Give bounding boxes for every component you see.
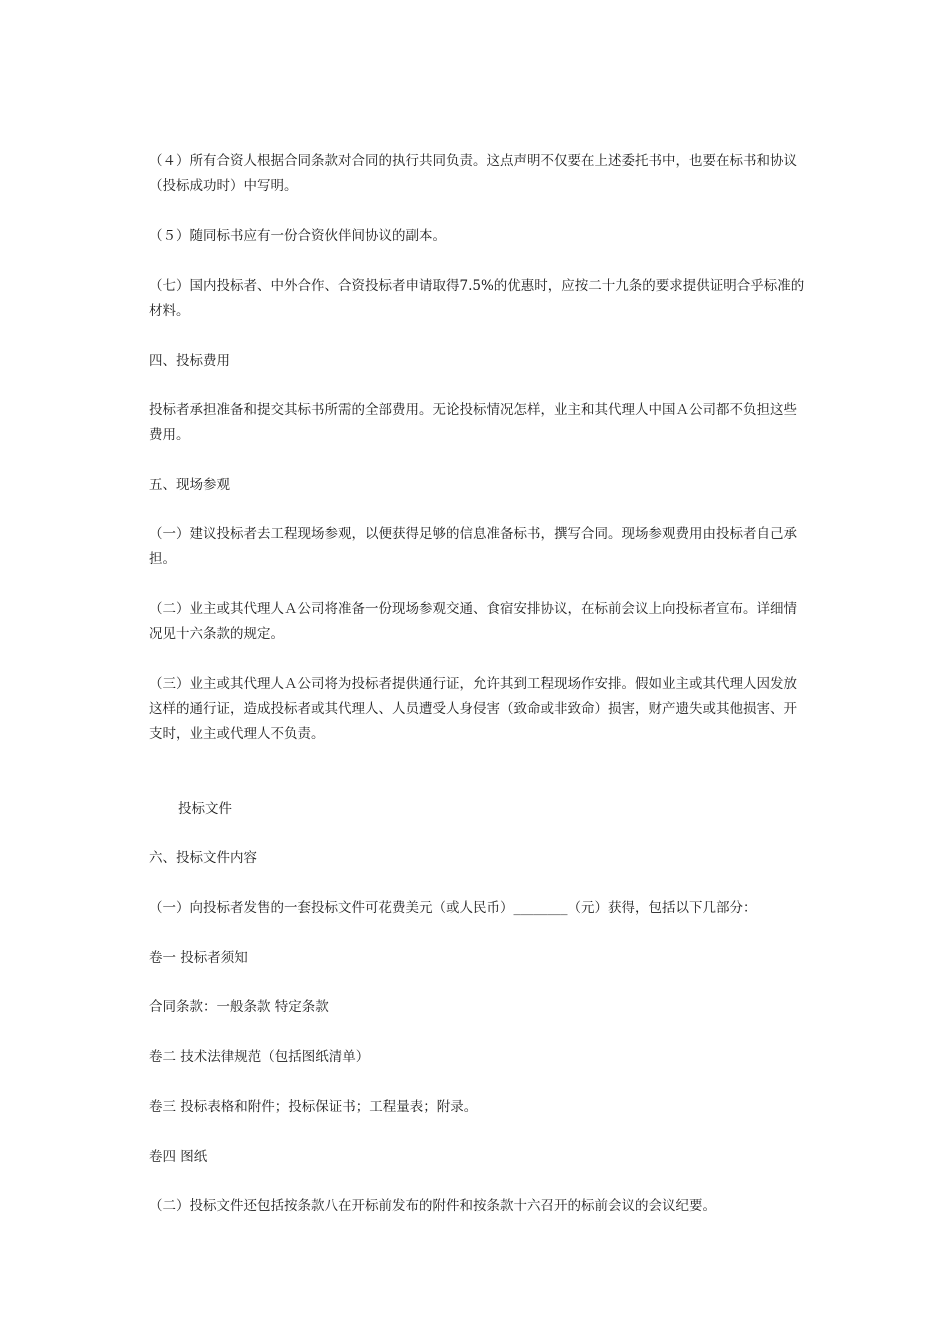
paragraph-site-visit-2: （二）业主或其代理人Ａ公司将准备一份现场参观交通、食宿安排协议，在标前会议上向投标者宣布。详细情况见十六条款的规定。 — [149, 601, 797, 642]
list-item-volume-4: 卷四 图纸 — [149, 1149, 208, 1165]
paragraph-partner-agreement: （５）随同标书应有一份合资伙伴间协议的副本。 — [149, 228, 446, 244]
paragraph-site-visit-3: （三）业主或其代理人Ａ公司将为投标者提供通行证，允许其到工程现场作安排。假如业主或其代理人因发放这样的通行证，造成投标者或其代理人、人员遭受人身侵害（致命或非致命）损害，财产遗失或其他损害、开支时，业主或代理人不负责。 — [149, 676, 797, 742]
list-item-volume-2: 卷二 技术法律规范（包括图纸清单） — [149, 1049, 370, 1065]
section-heading-bid-cost: 四、投标费用 — [149, 353, 230, 369]
paragraph-preference-claim: （七）国内投标者、中外合作、合资投标者申请取得7.5%的优惠时，应按二十九条的要求提供证明合乎标准的材料。 — [149, 278, 805, 319]
section-title-bid-documents: 投标文件 — [178, 801, 232, 817]
paragraph-joint-liability: （４）所有合资人根据合同条款对合同的执行共同负责。这点声明不仅要在上述委托书中，也要在标书和协议（投标成功时）中写明。 — [149, 153, 797, 194]
paragraph-document-sale: （一）向投标者发售的一套投标文件可花费美元（或人民币）________（元）获得，包括以下几部分： — [149, 900, 757, 916]
list-item-contract-terms: 合同条款：一般条款 特定条款 — [149, 999, 329, 1015]
section-heading-site-visit: 五、现场参观 — [149, 477, 230, 493]
paragraph-bid-cost: 投标者承担准备和提交其标书所需的全部费用。无论投标情况怎样，业主和其代理人中国Ａ公司都不负担这些费用。 — [149, 402, 797, 443]
paragraph-addenda-minutes: （二）投标文件还包括按条款八在开标前发布的附件和按条款十六召开的标前会议的会议纪要。 — [149, 1198, 716, 1214]
section-heading-document-contents: 六、投标文件内容 — [149, 850, 257, 866]
paragraph-site-visit-1: （一）建议投标者去工程现场参观，以便获得足够的信息准备标书，撰写合同。现场参观费用由投标者自己承担。 — [149, 526, 797, 567]
list-item-volume-3: 卷三 投标表格和附件；投标保证书；工程量表；附录。 — [149, 1099, 478, 1115]
list-item-volume-1: 卷一 投标者须知 — [149, 950, 248, 966]
